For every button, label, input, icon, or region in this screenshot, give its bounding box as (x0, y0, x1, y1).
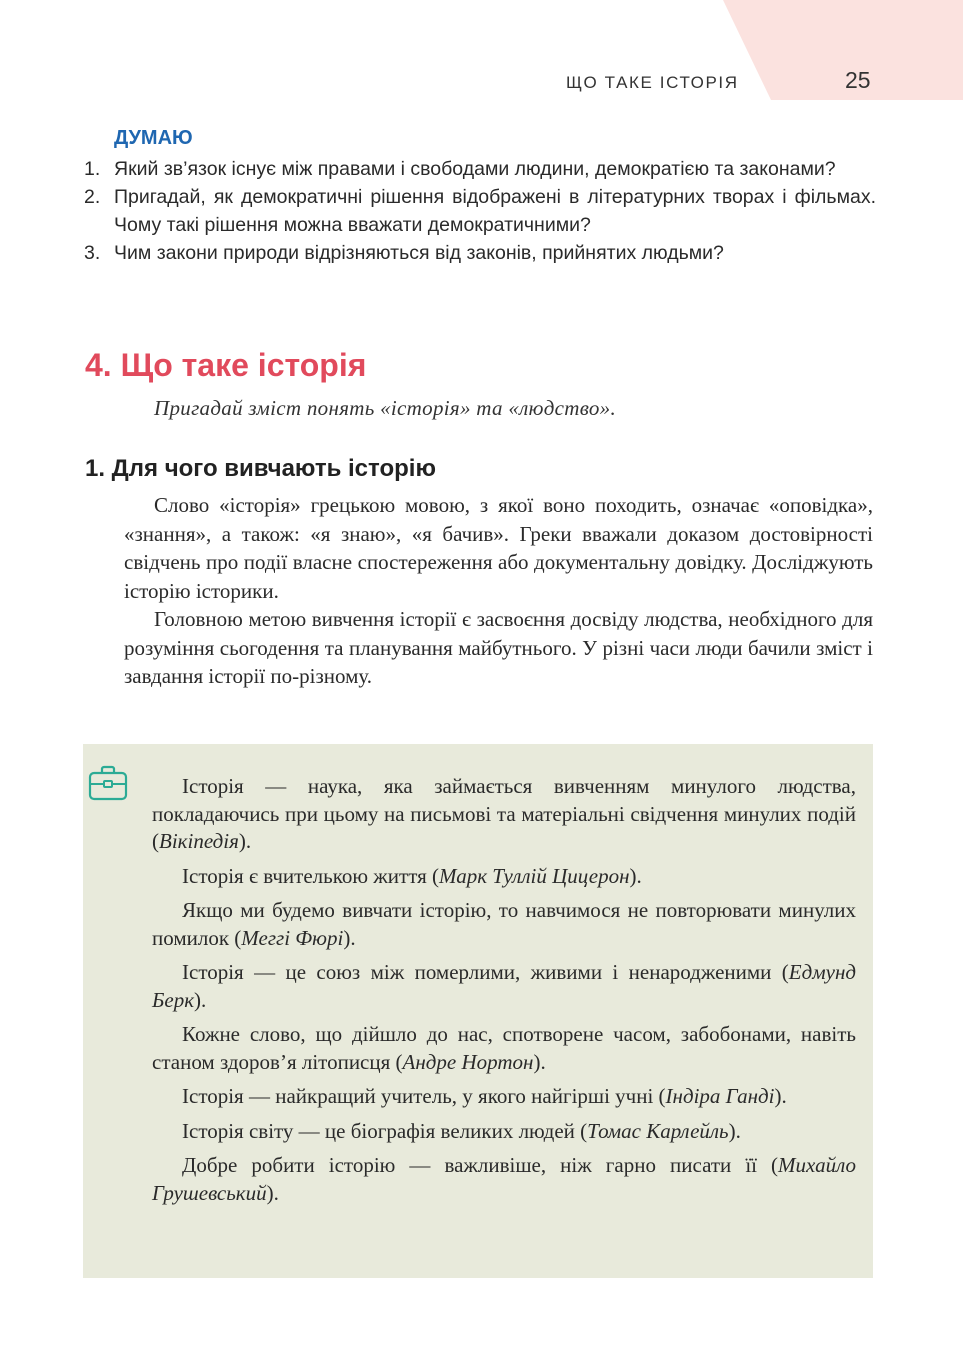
recall-prompt: Пригадай зміст понять «історія» та «людство». (154, 396, 617, 420)
quote-author: Меггі Фюрі (241, 925, 344, 950)
question-text: Чим закони природи відрізняються від законів, прийнятих людьми? (114, 242, 724, 264)
question-number: 3. (84, 242, 101, 264)
quote-item: Якщо ми будемо вивчати історію, то навчимося не повторювати минулих помилок (Меггі Фюрі). (152, 898, 856, 950)
page-corner-decoration (723, 0, 963, 100)
section-title: 4. Що таке історія (85, 347, 367, 383)
quote-author: Едмунд Берк (152, 960, 856, 1012)
subsection-title: 1. Для чого вивчають історію (85, 455, 436, 482)
question-item (84, 155, 876, 183)
question-number: 2. (84, 186, 101, 208)
quote-item: Історія — наука, яка займається вивченням минулого людства, покладаючись при цьому на письмові та матеріальні свідчення минулих подій (Вікіпедія). (152, 774, 856, 853)
quote-author: Індіра Ганді (665, 1084, 775, 1108)
subsection-body (124, 491, 873, 691)
quote-item: Історія світу — це біографія великих людей (Томас Карлейль). (182, 1118, 741, 1143)
think-label: ДУМАЮ (114, 127, 193, 149)
question-item (84, 239, 876, 267)
quote-item: Історія — найкращий учитель, у якого найгірші учні (Індіра Ганді). (182, 1084, 787, 1108)
quote-item: Історія є вчителькою життя (Марк Туллій Цицерон). (182, 863, 642, 888)
question-list (84, 155, 876, 267)
quote-author: Михайло Грушевський (152, 1153, 856, 1205)
quote-list (152, 773, 856, 1214)
question-number: 1. (84, 158, 101, 180)
page-number: 25 (845, 67, 871, 93)
quote-item: Історія — це союз між померлими, живими і ненародженими (Едмунд Берк). (152, 960, 856, 1012)
quote-author: Марк Туллій Цицерон (439, 863, 630, 888)
quote-item: Кожне слово, що дійшло до нас, спотворене часом, забобонами, навіть станом здоров’я літописця (Андре Нортон). (152, 1022, 856, 1074)
body-paragraph: Головною метою вивчення історії є засвоєння досвіду людства, необхідного для розуміння сьогодення та планування майбутнього. У різні часи люди бачили зміст і завдання історії по-різному. (124, 607, 873, 688)
briefcase-icon (88, 765, 128, 801)
quote-author: Андре Нортон (402, 1049, 534, 1074)
question-text: Пригадай, як демократичні рішення відображені в літературних творах і фільмах. Чому такі рішення можна вважати демократичними? (114, 186, 876, 236)
question-text: Який зв’язок існує між правами і свободами людини, демократією та законами? (114, 158, 836, 180)
body-paragraph: Слово «історія» грецькою мовою, з якої воно походить, означає «оповідка», «знання», а також: «я знаю», «я бачив». Греки вважали доказом достовірності свідчень про події власне спостереження або документальну довідку. Досліджують історію історики. (124, 493, 873, 603)
running-title: ЩО ТАКЕ ІСТОРІЯ (566, 73, 739, 92)
question-item (84, 183, 876, 239)
quote-author: Томас Карлейль (587, 1118, 729, 1143)
quote-author: Вікіпедія (159, 829, 239, 853)
quote-item: Добре робити історію — важливіше, ніж гарно писати її (Михайло Грушевський). (152, 1153, 856, 1205)
